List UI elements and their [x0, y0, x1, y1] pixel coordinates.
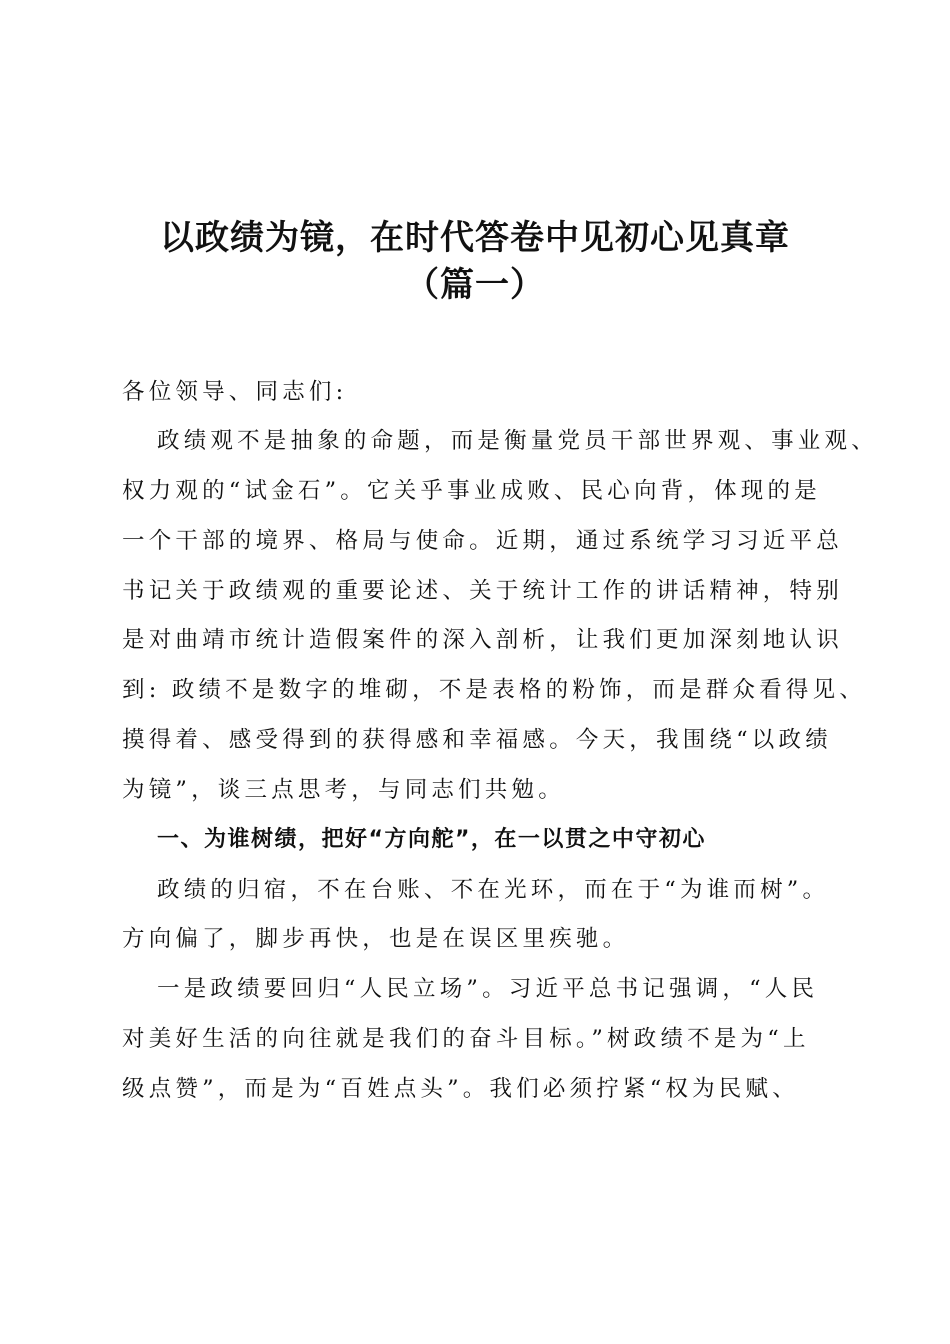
salutation: 各位领导、同志们: [122, 379, 348, 405]
paragraph-line: 为镜”，谈三点思考，与同志们共勉。 [122, 777, 565, 803]
paragraph-line: 一个干部的境界、格局与使命。近期，通过系统学习习近平总 [122, 528, 843, 554]
document-title: 以政绩为镜，在时代答卷中见初心见真章 [160, 218, 790, 258]
document-subtitle: （篇一） [405, 265, 545, 305]
paragraph-line: 级点赞”，而是为“百姓点头”。我们必须拧紧“权为民赋、 [122, 1076, 799, 1102]
paragraph-line: 方向偏了，脚步再快，也是在误区里疾驰。 [122, 926, 630, 952]
paragraph-line: 摸得着、感受得到的获得感和幸福感。今天，我围绕“以政绩 [122, 727, 832, 753]
section-heading: 一、为谁树绩，把好“方向舵”，在一以贯之中守初心 [157, 827, 706, 852]
paragraph-line: 书记关于政绩观的重要论述、关于统计工作的讲话精神，特别 [122, 578, 843, 604]
paragraph-line: 政绩观不是抽象的命题，而是衡量党员干部世界观、事业观、 [157, 428, 878, 454]
paragraph-line: 权力观的“试金石”。它关乎事业成败、民心向背，体现的是 [122, 478, 821, 504]
paragraph-line: 一是政绩要回归“人民立场”。习近平总书记强调，“人民 [157, 976, 819, 1002]
paragraph-line: 是对曲靖市统计造假案件的深入剖析，让我们更加深刻地认识 [122, 627, 843, 653]
paragraph-line: 政绩的归宿，不在台账、不在光环，而在于“为谁而树”。 [157, 877, 830, 903]
paragraph-line: 对美好生活的向往就是我们的奋斗目标。”树政绩不是为“上 [122, 1026, 810, 1052]
paragraph-line: 到: 政绩不是数字的堆砌，不是表格的粉饰，而是群众看得见、 [122, 677, 867, 703]
